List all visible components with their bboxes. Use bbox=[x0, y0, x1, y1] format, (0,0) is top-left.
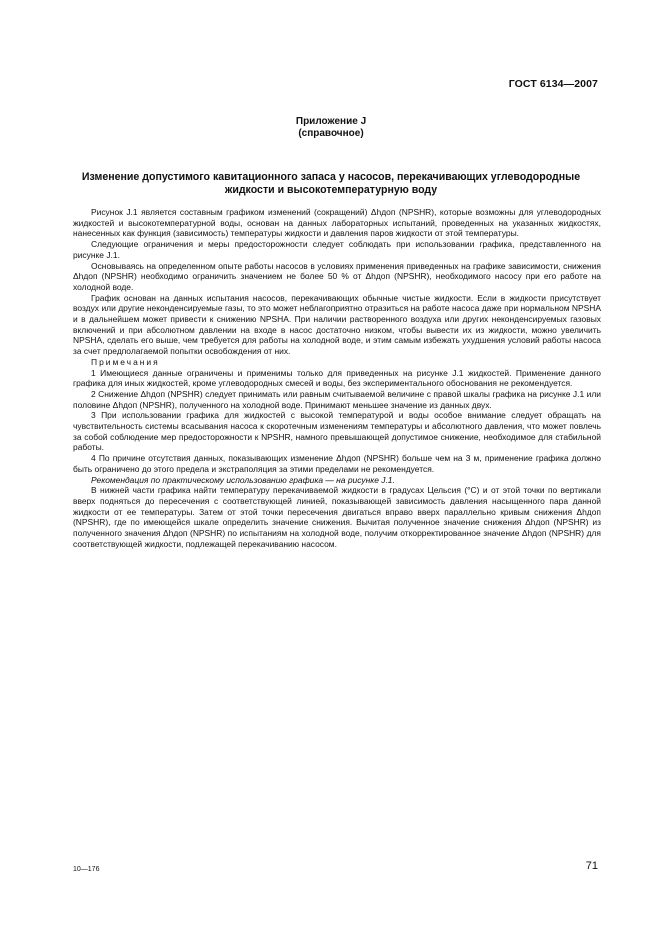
note: 4 По причине отсутствия данных, показывающих изменение Δhдоп (NPSHR) больше чем на 3 м, применение графика должно быть ограничено до этого предела и экстраполяция за этими пределами не рекомендуется. bbox=[73, 453, 601, 474]
annex-title: Приложение J bbox=[295, 116, 367, 127]
paragraph: Следующие ограничения и меры предосторожности следует соблюдать при использовании графика, представленного на рисунке J.1. bbox=[73, 239, 601, 260]
paragraph: График основан на данных испытания насосов, перекачивающих обычные чистые жидкости. Если в жидкости присутствует воздух или другие неконденсируемые газы, то это может неблагоприятно отразиться на работе насоса даже при нормальном NPSHA и в дальнейшем может привести к снижению NPSHA. При наличии растворенного воздуха или других неконденсируемых газовых включений и при абсолютном давлении на входе в насос достаточно низком, чтобы вывести их из жидкости, можно увеличить NPSHA, сделать его выше, чем требуется для работы на холодной воде, и этим самым избежать ухудшения условий работы насоса за счет предполагаемой попытки освобождения от них. bbox=[73, 292, 601, 357]
section-title: Изменение допустимого кавитационного запаса у насосов, перекачивающих углеводородные жидкости и высокотемпературную воду bbox=[81, 171, 581, 196]
paragraph: Основываясь на определенном опыте работы насосов в условиях применения приведенных на графике зависимости, снижения Δhдоп (NPSHR) необходимо ограничить значением не более 50 % от Δhдоп (NPSHR), необходимого насосу при его работе на холодной воде. bbox=[73, 260, 601, 292]
recommendation-heading: Рекомендация по практическому использованию графика — на рисунке J.1. bbox=[91, 474, 395, 485]
recommendation-text: В нижней части графика найти температуру перекачиваемой жидкости в градусах Цельсия (°С) и от этой точки по вертикали вверх подняться до пересечения с соответствующей линией, показывающей зависимость давления насыщенного пара данной жидкости от ее температуры. Затем от этой точки пересечения двигаться вправо вверх параллельно кривым снижения Δhдоп (NPSHR), где по имеющейся шкале определить значение снижения. Вычитая полученное значение снижения Δhдоп (NPSHR) из полученного значения Δhдоп (NPSHR) по испытаниям на холодной воде, получим откорректированное значение Δhдоп (NPSHR) для соответствующей жидкости, подлежащей перекачиванию насосом. bbox=[73, 485, 601, 549]
document-body bbox=[73, 207, 601, 550]
page-number: 71 bbox=[585, 860, 598, 872]
annex-heading bbox=[0, 116, 662, 140]
note: 3 При использовании графика для жидкостей с высокой температурой и воды особое внимание следует обращать на чувствительность системы всасывания насоса к скоротечным изменениям температуры и абсолютного давления, что может повлечь за собой соблюдение мер предосторожности к NPSHR, намного превышающей допустимое снижение, необходимое для стабильной работы. bbox=[73, 410, 601, 453]
footer-code: 10—176 bbox=[73, 866, 100, 873]
paragraph: Рисунок J.1 является составным графиком изменений (сокращений) Δhдоп (NPSHR), которые возможны для углеводородных жидкостей и высокотемпературной воды, основан на данных лабораторных испытаний, проведенных на указанных жидкостях, нанесенных как функция (зависимость) температуры жидкости и давления паров жидкости от этой температуры. bbox=[73, 207, 601, 239]
note: 2 Снижение Δhдоп (NPSHR) следует принимать или равным считываемой величине с правой шкалы графика на рисунке J.1 или половине Δhдоп (NPSHR), полученного на холодной воде. Принимают меньшее значение из данных двух. bbox=[73, 388, 601, 410]
note: 1 Имеющиеся данные ограничены и применимы только для приведенных на рисунке J.1 жидкостей. Применение данного графика для иных жидкостей, кроме углеводородных смесей и воды, без экспериментального обоснования не рекомендуется. bbox=[73, 367, 601, 389]
notes-heading: Примечания bbox=[91, 356, 160, 367]
annex-subtitle: (справочное) bbox=[298, 128, 364, 139]
document-code: ГОСТ 6134—2007 bbox=[508, 78, 598, 90]
